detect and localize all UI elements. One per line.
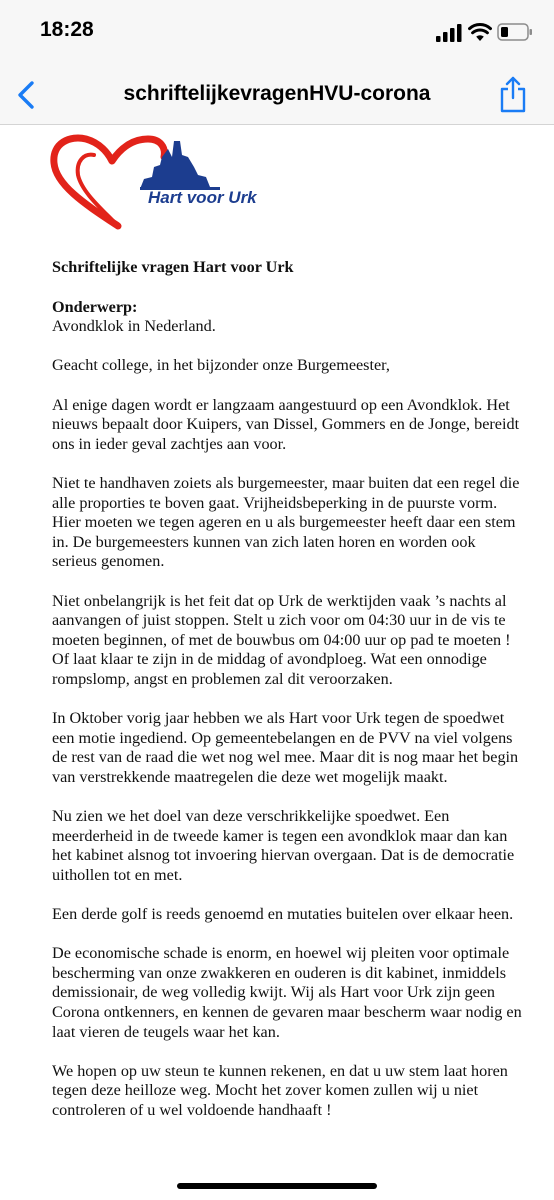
document-heading: Schriftelijke vragen Hart voor Urk (52, 258, 294, 276)
battery-icon (497, 22, 533, 42)
wifi-icon (468, 22, 492, 42)
subject-label: Onderwerp: (52, 297, 138, 316)
share-icon[interactable] (498, 74, 528, 114)
paragraph: Al enige dagen wordt er langzaam aangestuurd op een Avondklok. Het nieuws bepaalt door Kuipers, van Dissel, Gommers en de Jonge, bereidt ons in ieder geval zachtjes aan voor. (52, 395, 520, 453)
hart-voor-urk-logo (48, 131, 288, 231)
document-title: schriftelijkevragenHVU-corona (123, 82, 431, 105)
document-page[interactable] (0, 125, 554, 1200)
navigation-bar (0, 66, 554, 125)
paragraph: Niet onbelangrijk is het feit dat op Urk de werktijden vaak ’s nachts al aanvangen of juist stoppen. Stelt u zich voor om 04:30 uur in de vis te moeten beginnen, of met de bouwbus om 04:00 uur op pad te moeten ! Of laat klaar te zijn in de middag of avondploeg. Wat een onnodige rompslomp, angst en problemen zal dit veroorzaken. (52, 591, 511, 688)
status-time: 18:28 (40, 18, 94, 41)
chevron-left-icon[interactable] (12, 78, 42, 112)
salutation: Geacht college, in het bijzonder onze Burgemeester, (52, 356, 390, 375)
subject-value: Avondklok in Nederland. (52, 317, 216, 336)
paragraph: Een derde golf is reeds genoemd en mutaties buitelen over elkaar heen. (52, 905, 514, 923)
logo-text: Hart voor Urk (148, 188, 257, 207)
document-content (52, 258, 522, 1140)
paragraph: In Oktober vorig jaar hebben we als Hart voor Urk tegen de spoedwet een motie ingediend. Op gemeentebelangen en de PVV na viel volgens de rest van de raad die wet nog wel mee. Maar dit is nog maar het begin van verstrekkende maatregelen die deze wet mogelijk maakt. (52, 709, 519, 786)
status-bar (0, 0, 554, 66)
paragraph: Niet te handhaven zoiets als burgemeester, maar buiten dat een regel die alle proporties te boven gaat. Vrijheidsbeperking in de puurste vorm. Hier moeten we tegen ageren en u als burgemeester heeft daar een stem in. De burgemeesters kunnen van zich laten horen en worden ook serieus genomen. (52, 473, 520, 571)
subject-block (52, 298, 522, 337)
home-indicator[interactable] (177, 1183, 377, 1189)
paragraph: Nu zien we het doel van deze verschrikkelijke spoedwet. Een meerderheid in de tweede kamer is tegen een avondklok maar dan kan het kabinet alsnog tot invoering hiervan overgaan. Dat is de democratie uithollen tot en met. (52, 807, 515, 884)
paragraph: We hopen op uw steun te kunnen rekenen, en dat u uw stem laat horen tegen deze heilloze weg. Mocht het zover komen zullen wij u niet controleren of u wel voldoende handhaaft ! (52, 1061, 508, 1119)
paragraph: De economische schade is enorm, en hoewel wij pleiten voor optimale bescherming van onze zwakkeren en ouderen is dit kabinet, inmiddels demissionair, de weg volledig kwijt. Wij als Hart voor Urk zijn geen Corona ontkenners, en kennen de gevaren maar bescherm waar nodig en laat vieren de teugels waar het kan. (52, 944, 522, 1041)
cellular-signal-icon (436, 24, 463, 42)
